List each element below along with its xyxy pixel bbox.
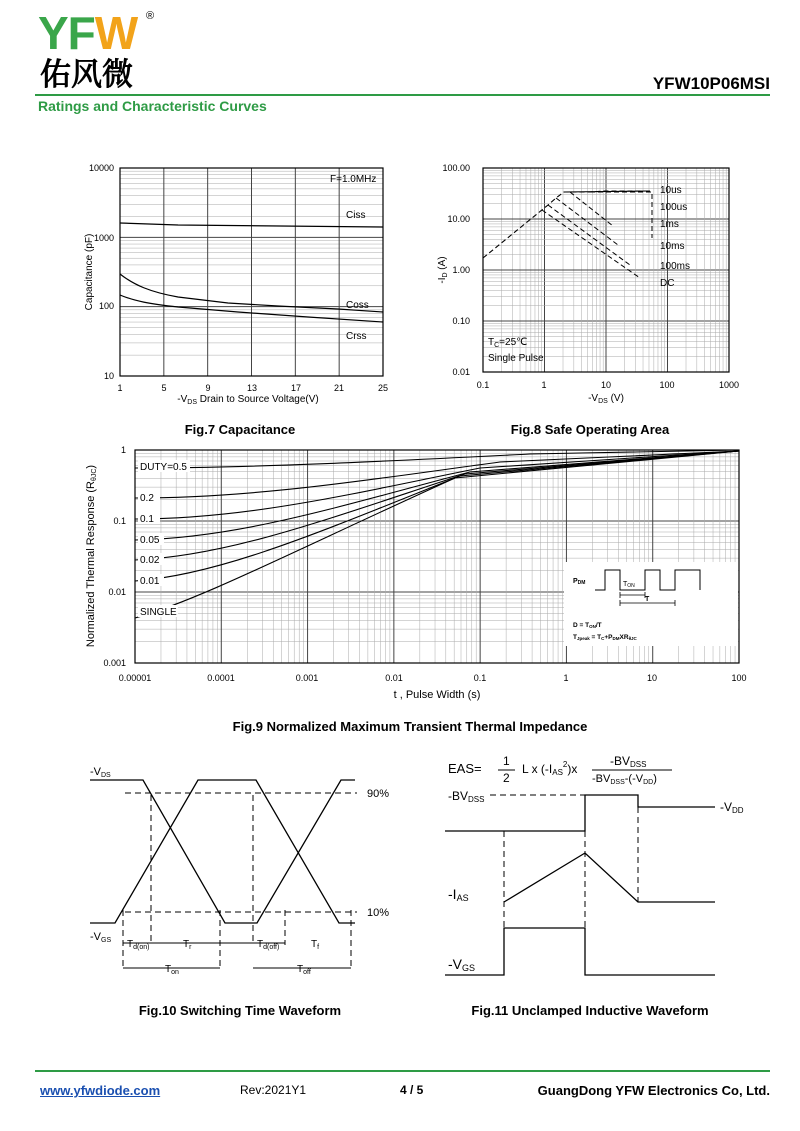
fig10-vgs-waveform (90, 780, 355, 923)
fig8-dc-line (590, 192, 652, 238)
fig9-inset (564, 562, 738, 646)
fig7-caption: Fig.7 Capacitance (184, 422, 296, 437)
fig8-label-dc: DC (660, 278, 675, 289)
header-rule (35, 94, 770, 96)
fig7-coss-label: Coss (346, 300, 369, 311)
fig7-ytick: 10 (103, 371, 114, 381)
footer-website (40, 1083, 160, 1098)
fig11-l-term: L x (-IAS$^2$)x (522, 760, 578, 777)
fig9-xtick: 0.00001 (118, 673, 152, 683)
fig11-frac-den: -BVDSS-(-VDD) (592, 773, 657, 786)
fig7-freq-label: F=1.0MHz (330, 174, 377, 185)
website-link[interactable]: www.yfwdiode.com (40, 1083, 161, 1098)
fig10-tdon-label: $T_{d(on)}$ (127, 939, 150, 951)
fig9-label-duty002: 0.02 (140, 555, 160, 566)
footer-page: 4 / 5 (400, 1083, 424, 1097)
fig9-label-duty02: 0.2 (140, 493, 154, 504)
fig7-xtick: 1 (117, 383, 123, 393)
fig8-ytick: 0.01 (452, 367, 470, 377)
fig8-xtick: 100 (659, 380, 675, 390)
fig11-half-den: 2 (503, 771, 510, 785)
fig8-tc-label: $T_C=25℃$ (488, 337, 528, 349)
fig7-xlabel: $-V_{DS}$ Drain to Source Voltage(V) (177, 394, 319, 406)
fig8-label-10us: 10us (660, 185, 682, 196)
fig9-xtick: 0.01 (385, 673, 403, 683)
fig10-vds-label: -VDS (90, 766, 111, 779)
fig11-ias-waveform (504, 853, 715, 902)
fig10-vds-waveform (90, 780, 355, 923)
fig7-xtick: 17 (290, 383, 302, 393)
fig7-xtick: 5 (161, 383, 167, 393)
fig9-caption: Fig.9 Normalized Maximum Transient Thermal Impedance (232, 719, 588, 734)
part-number: YFW10P06MSI (652, 74, 770, 93)
fig10-tf-label: $T_f$ (311, 939, 320, 951)
fig11-unclamped-waveform (440, 745, 780, 985)
fig11-vgs-waveform (445, 928, 715, 975)
fig11-vgs-label: -VGS (448, 956, 476, 973)
fig8-pulse-label: Single Pulse (488, 353, 544, 364)
fig9-curve-duty005 (135, 451, 739, 540)
footer-revision: Rev:2021Y1 (240, 1083, 307, 1097)
logo-w-icon: W (94, 7, 138, 59)
registered-mark: ® (146, 10, 155, 22)
fig9-xlabel: t , Pulse Width (s) (393, 689, 481, 701)
fig9-ytick: 0.001 (103, 658, 126, 668)
svg-text:D = TON/T: D = TON/T (573, 622, 602, 629)
fig7-ytick: 100 (98, 301, 114, 311)
fig8-label-100us: 100us (660, 202, 688, 213)
fig9-label-duty005: 0.05 (140, 535, 160, 546)
fig10-10pct-label: 10% (367, 907, 390, 919)
fig10-tr-label: $T_r$ (183, 939, 192, 951)
fig11-bv-label: -BVDSS (448, 789, 485, 804)
fig8-xtick: 1000 (718, 380, 740, 390)
fig9-xtick: 100 (731, 673, 747, 683)
fig9-thermal-chart (80, 440, 760, 710)
fig9-ytick: 1 (120, 445, 126, 455)
section-title: Ratings and Characteristic Curves (38, 98, 267, 114)
fig7-ciss-label: Ciss (346, 210, 366, 221)
fig9-label-duty001: 0.01 (140, 576, 160, 587)
fig8-ylabel: $-I_D$ (A) (437, 256, 449, 284)
logo-yfw: YFW (38, 7, 138, 59)
logo-chinese: 佑风微 (40, 57, 133, 93)
fig8-100us-line (570, 192, 613, 226)
svg-text:TJpeak = TC+PDMXRθJC: TJpeak = TC+PDMXRθJC (573, 634, 637, 641)
fig8-xtick: 0.1 (476, 380, 490, 390)
fig8-label-1ms: 1ms (660, 219, 679, 230)
fig9-xtick: 0.0001 (207, 673, 235, 683)
fig8-label-100ms: 100ms (660, 261, 691, 272)
fig9-ytick: 0.1 (113, 516, 126, 526)
fig7-ytick: 1000 (93, 233, 114, 243)
fig8-ytick: 10.00 (447, 214, 470, 224)
fig8-100ms-line (542, 210, 640, 278)
fig11-frac-num: -BVDSS (610, 754, 647, 769)
fig8-ytick: 100.00 (442, 163, 470, 173)
fig8-ytick: 0.10 (452, 316, 470, 326)
fig8-xtick: 1 (541, 380, 547, 390)
footer-rule (35, 1070, 770, 1072)
fig9-label-single: SINGLE (140, 607, 177, 618)
fig9-xtick: 0.001 (295, 673, 319, 683)
svg-text:T: T (645, 596, 650, 603)
fig7-ylabel: Capacitance (pF) (84, 233, 95, 311)
fig10-90pct-label: 90% (367, 788, 390, 800)
fig10-vgs-label: -VGS (90, 931, 112, 944)
fig8-xtick: 10 (600, 380, 612, 390)
fig9-ylabel: Normalized Thermal Response (RθJC) (85, 464, 98, 648)
fig9-label-duty05: DUTY=0.5 (140, 462, 187, 473)
fig7-xtick: 21 (333, 383, 345, 393)
fig11-eas-label: EAS= (448, 761, 482, 776)
fig10-ton-label: $T_{on}$ (165, 964, 179, 976)
fig7-xtick: 25 (377, 383, 389, 393)
fig11-ias-label: -IAS (448, 886, 469, 903)
fig8-xlabel: $-V_{DS}$ (V) (588, 393, 624, 405)
fig8-label-10ms: 10ms (660, 241, 685, 252)
footer-company: GuangDong YFW Electronics Co, Ltd. (537, 1083, 770, 1098)
fig7-xtick: 13 (246, 383, 258, 393)
fig9-xtick: 0.1 (473, 673, 487, 683)
fig11-vdd-label: -VDD (720, 800, 744, 815)
fig11-caption: Fig.11 Unclamped Inductive Waveform (471, 1003, 709, 1018)
fig10-toff-label: $T_{off}$ (297, 964, 311, 976)
fig8-10ms-line (548, 205, 630, 265)
fig7-capacitance-chart (78, 158, 408, 418)
svg-text:TON: TON (623, 581, 635, 589)
fig7-xtick: 9 (205, 383, 211, 393)
fig8-limit-curve (483, 191, 650, 258)
fig9-label-duty01: 0.1 (140, 514, 154, 525)
fig7-crss-label: Crss (346, 331, 367, 342)
fig9-xtick: 1 (563, 673, 569, 683)
fig9-ytick: 0.01 (108, 587, 126, 597)
fig8-caption: Fig.8 Safe Operating Area (510, 422, 670, 437)
fig10-tdoff-label: $T_{d(off)}$ (257, 939, 280, 951)
fig8-soa-chart (430, 158, 750, 418)
fig10-switching-waveform (85, 755, 405, 995)
fig10-caption: Fig.10 Switching Time Waveform (138, 1003, 342, 1018)
fig11-half-num: 1 (503, 754, 510, 768)
fig11-vds-waveform (445, 795, 715, 831)
fig7-ytick: 10000 (88, 163, 114, 173)
svg-text:PDM: PDM (573, 578, 586, 586)
fig8-ytick: 1.00 (452, 265, 470, 275)
fig9-xtick: 10 (646, 673, 658, 683)
